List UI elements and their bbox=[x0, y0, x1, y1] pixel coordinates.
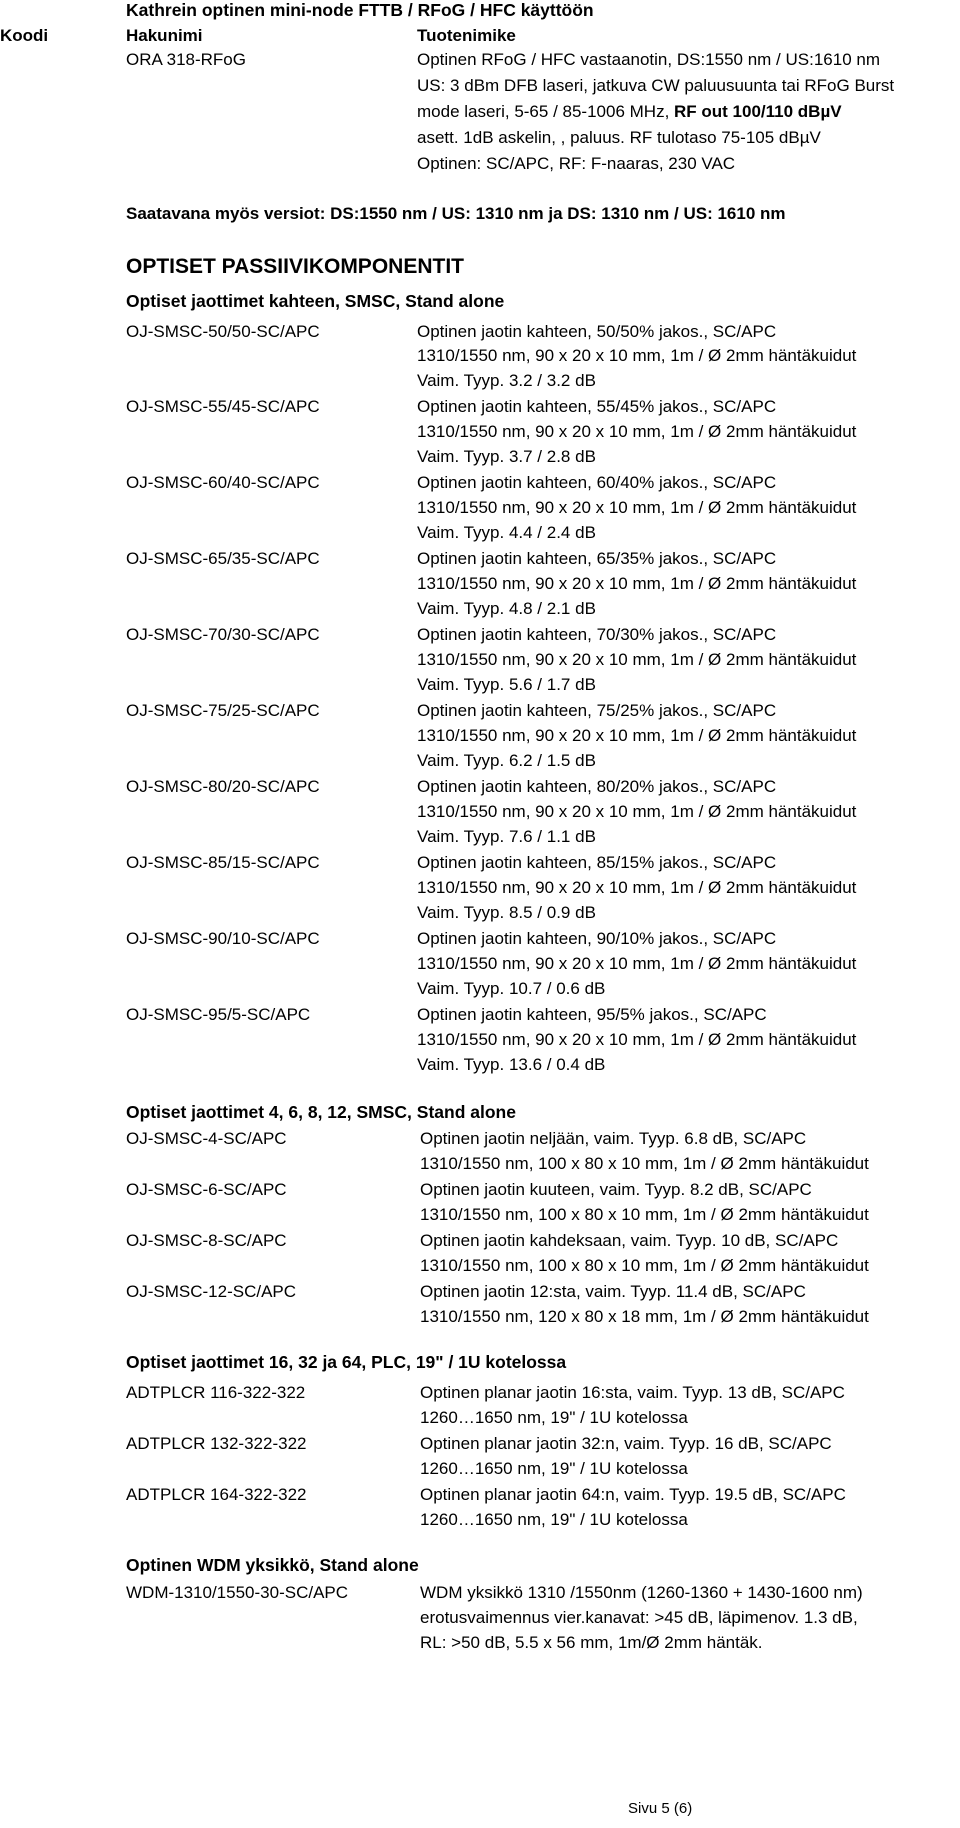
section-title: Optinen WDM yksikkö, Stand alone bbox=[126, 1555, 419, 1575]
section-title: Optiset jaottimet 4, 6, 8, 12, SMSC, Stand alone bbox=[126, 1102, 516, 1122]
item-desc-line: Optinen jaotin kahteen, 55/45% jakos., SC/APC bbox=[417, 397, 777, 416]
item-code: ADTPLCR 116-322-322 bbox=[126, 1383, 306, 1402]
item-desc-line: 1310/1550 nm, 90 x 20 x 10 mm, 1m / Ø 2mm häntäkuidut bbox=[417, 878, 857, 897]
item-desc-line: 1260…1650 nm, 19" / 1U kotelossa bbox=[420, 1459, 688, 1478]
product-desc-line: asett. 1dB askelin, , paluus. RF tulotaso 75-105 dBµV bbox=[417, 128, 821, 147]
item-code: OJ-SMSC-75/25-SC/APC bbox=[126, 701, 320, 720]
section-title: Optiset jaottimet kahteen, SMSC, Stand alone bbox=[126, 291, 505, 311]
product-name: ORA 318-RFoG bbox=[126, 50, 246, 69]
item-desc-line: Optinen jaotin kahteen, 70/30% jakos., SC/APC bbox=[417, 625, 777, 644]
item-code: OJ-SMSC-85/15-SC/APC bbox=[126, 853, 320, 872]
item-desc-line: 1310/1550 nm, 100 x 80 x 10 mm, 1m / Ø 2mm häntäkuidut bbox=[420, 1256, 869, 1275]
item-desc-line: Optinen jaotin kuuteen, vaim. Tyyp. 8.2 dB, SC/APC bbox=[420, 1180, 812, 1199]
item-desc-line: 1310/1550 nm, 90 x 20 x 10 mm, 1m / Ø 2mm häntäkuidut bbox=[417, 650, 857, 669]
column-header-name: Hakunimi bbox=[126, 26, 203, 45]
item-code: OJ-SMSC-90/10-SC/APC bbox=[126, 929, 320, 948]
item-code: OJ-SMSC-12-SC/APC bbox=[126, 1282, 297, 1301]
item-code: OJ-SMSC-55/45-SC/APC bbox=[126, 397, 320, 416]
product-desc-line: Optinen: SC/APC, RF: F-naaras, 230 VAC bbox=[417, 154, 736, 173]
item-code: OJ-SMSC-95/5-SC/APC bbox=[126, 1005, 311, 1024]
product-desc-text: mode laseri, 5-65 / 85-1006 MHz, bbox=[417, 102, 675, 121]
item-desc-line: 1310/1550 nm, 90 x 20 x 10 mm, 1m / Ø 2mm häntäkuidut bbox=[417, 498, 857, 517]
item-desc-line: Vaim. Tyyp. 8.5 / 0.9 dB bbox=[417, 903, 596, 922]
section-title: Optiset jaottimet 16, 32 ja 64, PLC, 19" / 1U kotelossa bbox=[126, 1352, 567, 1372]
item-desc-line: Vaim. Tyyp. 6.2 / 1.5 dB bbox=[417, 751, 596, 770]
versions-note: Saatavana myös versiot: DS:1550 nm / US: 1310 nm ja DS: 1310 nm / US: 1610 nm bbox=[126, 204, 786, 223]
product-desc-line: Optinen RFoG / HFC vastaanotin, DS:1550 nm / US:1610 nm bbox=[417, 50, 880, 69]
item-desc-line: Vaim. Tyyp. 4.4 / 2.4 dB bbox=[417, 523, 596, 542]
item-desc-line: 1310/1550 nm, 90 x 20 x 10 mm, 1m / Ø 2mm häntäkuidut bbox=[417, 954, 857, 973]
item-desc-line: Optinen jaotin kahteen, 50/50% jakos., SC/APC bbox=[417, 322, 777, 341]
item-desc-line: 1310/1550 nm, 90 x 20 x 10 mm, 1m / Ø 2mm häntäkuidut bbox=[417, 726, 857, 745]
item-desc-line: Optinen jaotin kahteen, 95/5% jakos., SC/APC bbox=[417, 1005, 767, 1024]
item-code: ADTPLCR 132-322-322 bbox=[126, 1434, 307, 1453]
item-desc-line: 1310/1550 nm, 90 x 20 x 10 mm, 1m / Ø 2mm häntäkuidut bbox=[417, 1030, 857, 1049]
item-desc-line: Optinen planar jaotin 64:n, vaim. Tyyp. 19.5 dB, SC/APC bbox=[420, 1485, 846, 1504]
item-desc-line: Vaim. Tyyp. 3.7 / 2.8 dB bbox=[417, 447, 596, 466]
item-desc-line: Vaim. Tyyp. 4.8 / 2.1 dB bbox=[417, 599, 596, 618]
document-title: Kathrein optinen mini-node FTTB / RFoG / HFC käyttöön bbox=[126, 0, 594, 20]
item-desc-line: 1310/1550 nm, 100 x 80 x 10 mm, 1m / Ø 2mm häntäkuidut bbox=[420, 1154, 869, 1173]
product-desc-line: US: 3 dBm DFB laseri, jatkuva CW paluusuunta tai RFoG Burst bbox=[417, 76, 895, 95]
item-desc-line: Vaim. Tyyp. 7.6 / 1.1 dB bbox=[417, 827, 596, 846]
item-desc-line: 1310/1550 nm, 90 x 20 x 10 mm, 1m / Ø 2mm häntäkuidut bbox=[417, 802, 857, 821]
item-desc-line: WDM yksikkö 1310 /1550nm (1260-1360 + 1430-1600 nm) bbox=[420, 1583, 863, 1602]
item-desc-line: 1310/1550 nm, 120 x 80 x 18 mm, 1m / Ø 2mm häntäkuidut bbox=[420, 1307, 869, 1326]
item-code: OJ-SMSC-4-SC/APC bbox=[126, 1129, 287, 1148]
item-desc-line: Optinen jaotin kahteen, 75/25% jakos., SC/APC bbox=[417, 701, 777, 720]
item-code: WDM-1310/1550-30-SC/APC bbox=[126, 1583, 349, 1602]
page-number: Sivu 5 (6) bbox=[628, 1800, 693, 1817]
column-header-code: Koodi bbox=[0, 26, 49, 45]
item-desc-line: 1310/1550 nm, 100 x 80 x 10 mm, 1m / Ø 2mm häntäkuidut bbox=[420, 1205, 869, 1224]
item-desc-line: Optinen planar jaotin 32:n, vaim. Tyyp. 16 dB, SC/APC bbox=[420, 1434, 832, 1453]
item-desc-line: Vaim. Tyyp. 10.7 / 0.6 dB bbox=[417, 979, 606, 998]
item-code: OJ-SMSC-65/35-SC/APC bbox=[126, 549, 320, 568]
item-code: OJ-SMSC-8-SC/APC bbox=[126, 1231, 287, 1250]
item-desc-line: Optinen jaotin kahteen, 65/35% jakos., SC/APC bbox=[417, 549, 777, 568]
item-desc-line: Optinen jaotin kahteen, 90/10% jakos., SC/APC bbox=[417, 929, 777, 948]
item-desc-line: erotusvaimennus vier.kanavat: >45 dB, läpimenov. 1.3 dB, bbox=[420, 1608, 858, 1627]
item-desc-line: Optinen jaotin kahteen, 85/15% jakos., SC/APC bbox=[417, 853, 777, 872]
item-desc-line: Optinen jaotin kahteen, 60/40% jakos., SC/APC bbox=[417, 473, 777, 492]
item-desc-line: Optinen jaotin 12:sta, vaim. Tyyp. 11.4 dB, SC/APC bbox=[420, 1282, 806, 1301]
column-header-product: Tuotenimike bbox=[417, 26, 516, 45]
rf-out-bold: RF out 100/110 dBµV bbox=[674, 102, 842, 121]
item-code: ADTPLCR 164-322-322 bbox=[126, 1485, 307, 1504]
item-code: OJ-SMSC-80/20-SC/APC bbox=[126, 777, 320, 796]
item-code: OJ-SMSC-70/30-SC/APC bbox=[126, 625, 320, 644]
item-desc-line: Vaim. Tyyp. 3.2 / 3.2 dB bbox=[417, 371, 596, 390]
item-code: OJ-SMSC-6-SC/APC bbox=[126, 1180, 287, 1199]
item-desc-line: Vaim. Tyyp. 13.6 / 0.4 dB bbox=[417, 1055, 606, 1074]
item-desc-line: RL: >50 dB, 5.5 x 56 mm, 1m/Ø 2mm häntäk. bbox=[420, 1633, 763, 1652]
item-desc-line: 1310/1550 nm, 90 x 20 x 10 mm, 1m / Ø 2mm häntäkuidut bbox=[417, 574, 857, 593]
item-code: OJ-SMSC-50/50-SC/APC bbox=[126, 322, 320, 341]
item-desc-line: 1260…1650 nm, 19" / 1U kotelossa bbox=[420, 1510, 688, 1529]
item-desc-line: Optinen jaotin kahdeksaan, vaim. Tyyp. 10 dB, SC/APC bbox=[420, 1231, 839, 1250]
item-desc-line: Optinen planar jaotin 16:sta, vaim. Tyyp. 13 dB, SC/APC bbox=[420, 1383, 845, 1402]
item-desc-line: 1310/1550 nm, 90 x 20 x 10 mm, 1m / Ø 2mm häntäkuidut bbox=[417, 422, 857, 441]
item-desc-line: Optinen jaotin kahteen, 80/20% jakos., SC/APC bbox=[417, 777, 777, 796]
item-desc-line: Optinen jaotin neljään, vaim. Tyyp. 6.8 dB, SC/APC bbox=[420, 1129, 807, 1148]
passive-components-heading: OPTISET PASSIIVIKOMPONENTIT bbox=[126, 255, 464, 278]
item-code: OJ-SMSC-60/40-SC/APC bbox=[126, 473, 320, 492]
product-desc-line bbox=[417, 101, 842, 122]
item-desc-line: Vaim. Tyyp. 5.6 / 1.7 dB bbox=[417, 675, 596, 694]
item-desc-line: 1310/1550 nm, 90 x 20 x 10 mm, 1m / Ø 2mm häntäkuidut bbox=[417, 346, 857, 365]
item-desc-line: 1260…1650 nm, 19" / 1U kotelossa bbox=[420, 1408, 688, 1427]
